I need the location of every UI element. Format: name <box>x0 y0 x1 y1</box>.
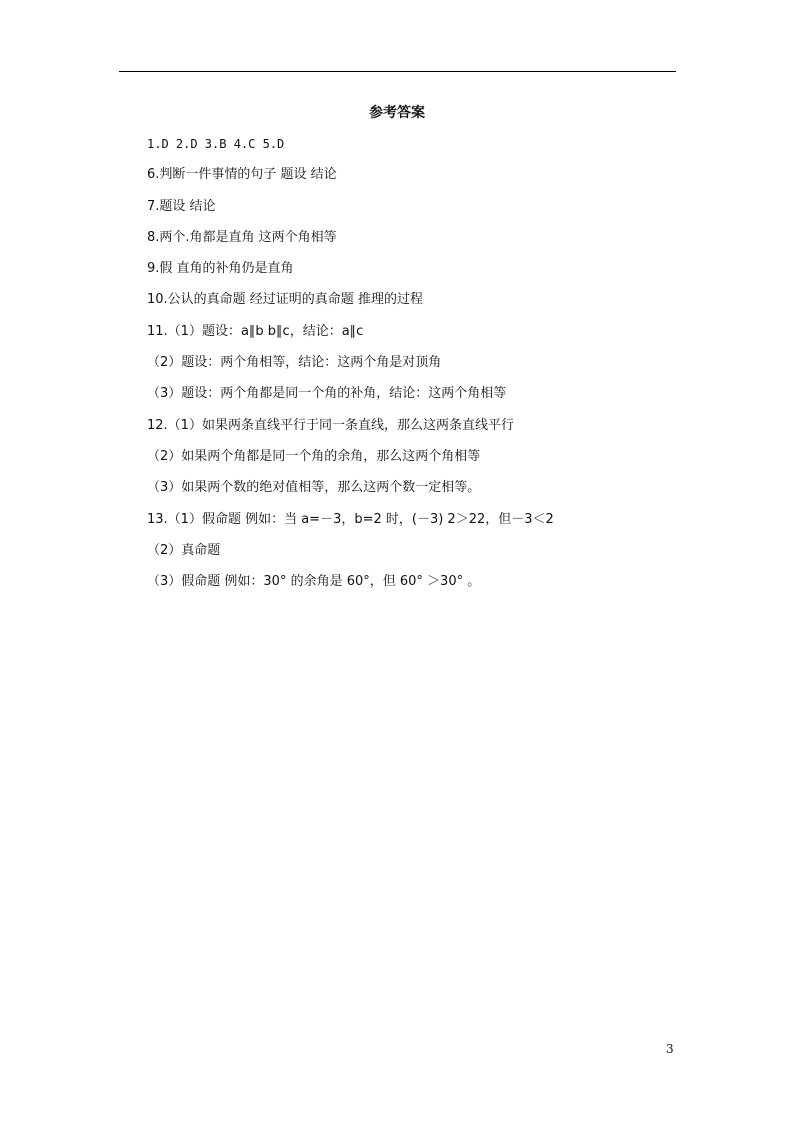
answer-line-1: 1.D 2.D 3.B 4.C 5.D <box>147 137 285 151</box>
answer-line-13-1: 13.（1）假命题 例如：当 a=－3，b=2 时，(－3) 2＞22，但－3＜2 <box>147 511 554 527</box>
answer-line-6: 6.判断一件事情的句子 题设 结论 <box>147 167 337 183</box>
answer-line-13-2: （2）真命题 <box>147 542 221 558</box>
answer-line-12-1: 12.（1）如果两条直线平行于同一条直线，那么这两条直线平行 <box>147 417 514 433</box>
header-rule <box>119 71 676 72</box>
answer-line-7: 7.题设 结论 <box>147 198 216 214</box>
page-title: 参考答案 <box>369 105 425 121</box>
answer-line-11-1: 11.（1）题设：a∥b b∥c，结论：a∥c <box>147 323 364 339</box>
answer-line-9: 9.假 直角的补角仍是直角 <box>147 261 294 277</box>
answer-line-10: 10.公认的真命题 经过证明的真命题 推理的过程 <box>147 292 423 308</box>
answer-line-11-2: （2）题设：两个角相等，结论：这两个角是对顶角 <box>147 355 442 371</box>
page-number: 3 <box>666 1042 674 1056</box>
answer-line-12-2: （2）如果两个角都是同一个角的余角，那么这两个角相等 <box>147 448 481 464</box>
answer-line-8: 8.两个.角都是直角 这两个角相等 <box>147 229 337 245</box>
answer-line-12-3: （3）如果两个数的绝对值相等，那么这两个数一定相等。 <box>147 480 481 496</box>
answer-list <box>147 134 687 603</box>
answer-line-13-3: （3）假命题 例如：30° 的余角是 60°，但 60° ＞30° 。 <box>147 574 481 590</box>
answer-line-11-3: （3）题设：两个角都是同一个角的补角，结论：这两个角相等 <box>147 386 507 402</box>
